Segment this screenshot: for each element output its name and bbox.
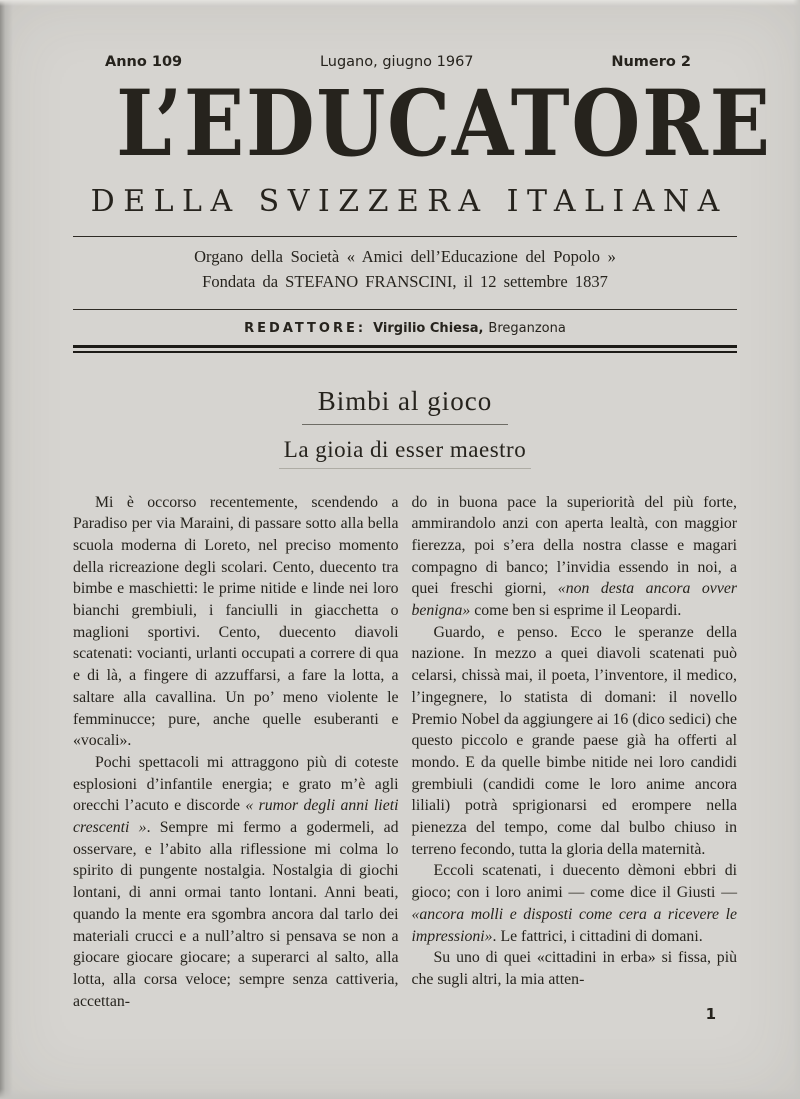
society-line: Organo della Società « Amici dell’Educazione del Popolo » [194,246,616,266]
double-rule-top-bar [73,345,737,348]
scan-left-edge [0,0,13,1099]
issue-place-date: Lugano, giugno 1967 [319,54,474,70]
body-text: . Sempre mi fermo a godermeli, ad osservare, e l’abito alla riflessione mi colma lo spirito di pungente nostalgia. Nostalgia di giochi lontani, di anni ormai tanto lontani. Anni beati, quando la mente era sgombra ancora dal tarlo dei materiali crucci e a null’altro si pensava se non a giocare giocare giocare; a superarci al salto, alla lotta, alla corsa veloce; sempre senza cattiveria, accettan- [73,819,399,1010]
quoted-italic-text: « rumor degli anni lieti crescenti » [73,797,399,837]
quoted-italic-text: «non desta ancora ovver benigna» [411,580,737,620]
masthead-title: L’EDUCATORE [116,71,772,177]
rule-below-founded-line [73,309,737,310]
scan-bottom-edge [0,1089,800,1099]
masthead-subtitle: DELLA SVIZZERA ITALIANA [90,183,728,219]
body-paragraph [73,752,399,1012]
body-paragraph [412,947,738,990]
issue-number: Numero 2 [611,54,691,70]
article-subtitle: La gioia di esser maestro [279,437,531,469]
quoted-italic-text: «ancora molli e disposti come cera a ricevere le impressioni» [411,905,737,945]
editor-label: REDATTORE: [244,320,367,336]
body-text: Guardo, e penso. Ecco le speranze della nazione. In mezzo a quei diavoli scatenati può celarsi, chissà mai, il poeta, l’inventore, il medico, l’ingegnere, lo statista di domani: il novello Premio Nobel da aggiungere ai 16 (dico sedici) che questo piccolo e grande paese già ha offerti al mondo. E da quelle bimbe nitide nei loro candidi grembiuli (candidi come le loro anime ancora liliali) potrà sprigionarsi ed erompere nella pienezza del tempo, come dal bulbo chiuso in terreno fecondo, tutta la gloria della maternità. [411,623,737,858]
page-number: 1 [705,1005,716,1023]
body-text: Pochi spettacoli mi attraggono più di coteste esplosioni d’infantile energia; e grato m’è agli orecchi l’acuto e discorde [73,753,399,815]
double-rule [73,345,737,353]
article-column-left [73,492,399,1013]
body-paragraph [412,860,738,947]
article [73,386,737,1013]
issue-year: Anno 109 [105,54,183,70]
editor-name: Virgilio Chiesa, [373,320,484,336]
editor-line [73,321,737,336]
body-text: . Le fattrici, i cittadini di domani. [492,927,703,945]
body-paragraph [73,492,399,752]
page-content [73,0,772,1012]
rule-above-organ-line [73,236,737,237]
body-text: Eccoli scatenati, i duecento dèmoni ebbri di gioco; con i loro animi — come dice il Giusti — [411,862,737,902]
body-text: come ben si esprime il Leopardi. [470,602,682,620]
article-title: Bimbi al gioco [302,386,508,425]
body-text: do in buona pace la superiorità del più forte, ammirandolo anzi con aperta lealtà, con maggior fierezza, poi s’era della nostra classe e magari compagno di banco; l’invidia essendo in noi, a quei freschi giorni, [411,493,737,598]
editor-place: Breganzona [488,320,566,336]
issue-info-row [73,54,737,70]
article-column-right [412,492,738,1013]
founded-line: Fondata da STEFANO FRANSCINI, il 12 settembre 1837 [202,271,608,291]
scan-right-edge [793,0,800,1099]
body-paragraph [412,622,738,861]
article-title-wrap [73,386,737,425]
body-text: Mi è occorso recentemente, scendendo a Paradiso per via Maraini, di passare sotto alla bella scuola moderna di Loreto, nel preciso momento della ricreazione degli scolari. Cento, duecento tra bimbe e maschietti: le prime nitide e linde nei loro bianchi grembiuli, i fanciulli in giacchetta o maglioni sportivi. Cento, duecento diavoli scatenati: vocianti, urlanti occupati a correre di qua e di là, a fingere di azzuffarsi, a fare la lotta, a saltare alla cavallina. Un po’ meno violente le femminucce; pure, anche quelle esuberanti e «vocali». [73,493,399,750]
article-columns [73,492,737,1013]
double-rule-bottom-bar [73,351,737,353]
article-subtitle-wrap [73,437,737,469]
masthead [73,54,772,353]
body-paragraph [412,492,738,622]
body-text: Su uno di quei «cittadini in erba» si fissa, più che sugli altri, la mia atten- [411,949,737,988]
